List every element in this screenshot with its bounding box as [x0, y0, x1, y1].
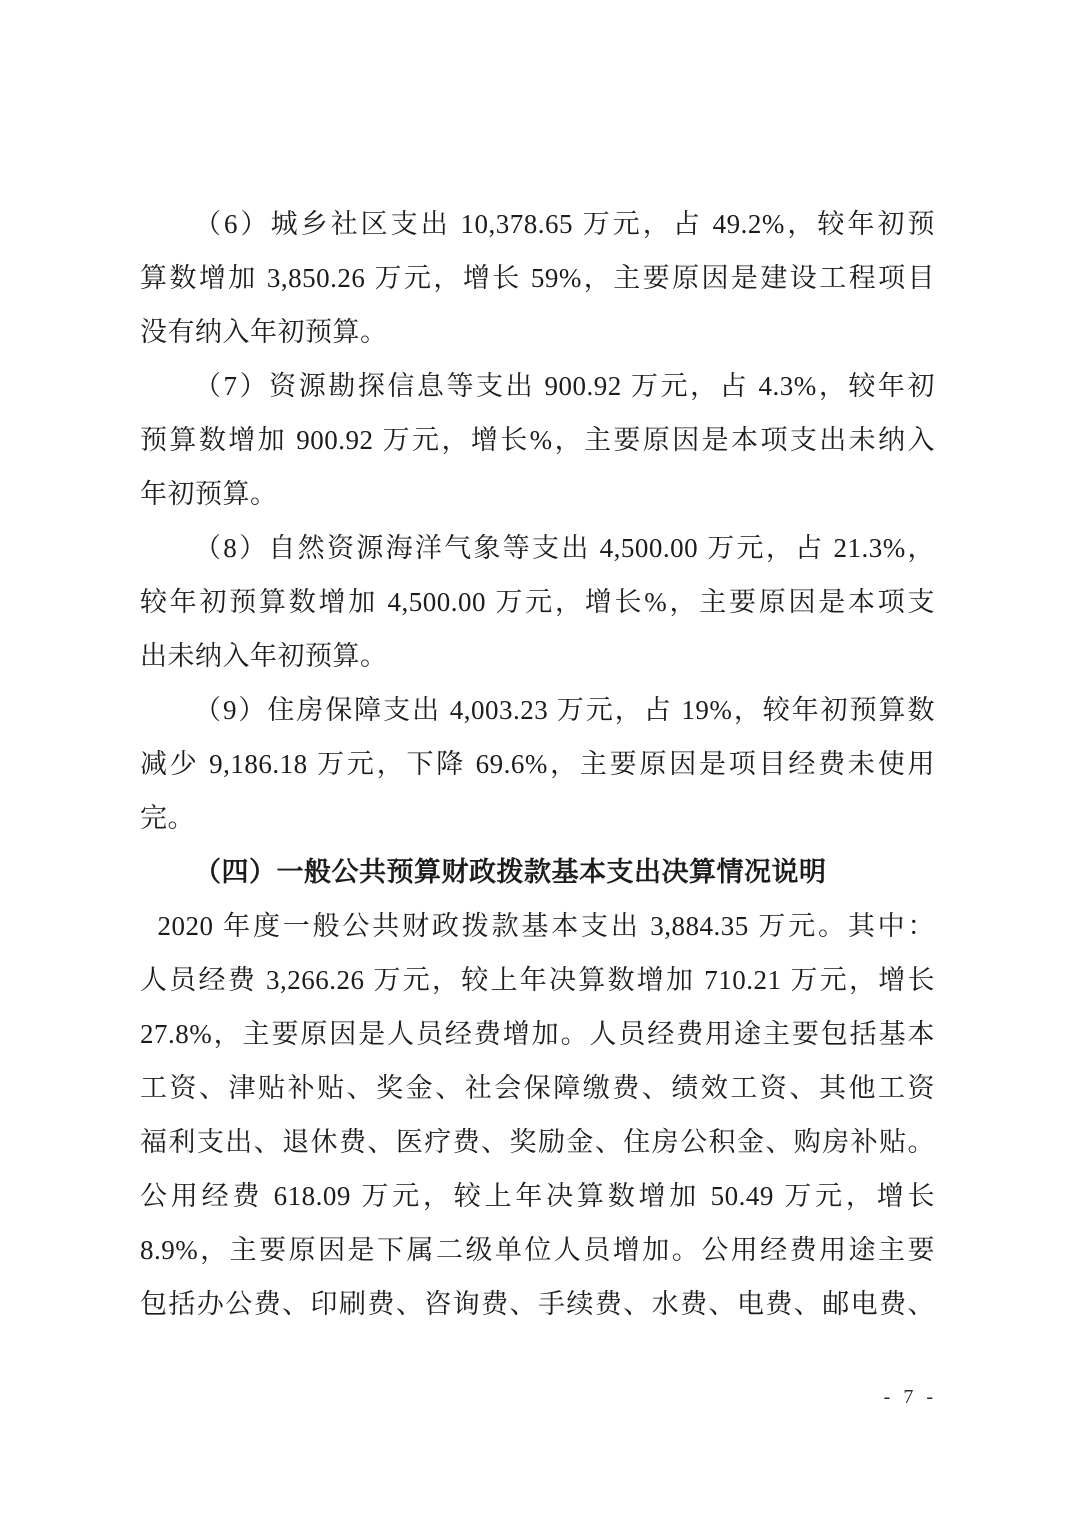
- text-line: 预算数增加 900.92 万元，增长%，主要原因是本项支出未纳入: [140, 425, 935, 455]
- text-line: 工资、津贴补贴、奖金、社会保障缴费、绩效工资、其他工资: [140, 1073, 935, 1103]
- text-line: 8.9%，主要原因是下属二级单位人员增加。公用经费用途主要: [140, 1235, 935, 1265]
- para-item-8-natural-resources-ocean-weather: [140, 521, 935, 683]
- text-line: （7）资源勘探信息等支出 900.92 万元，占 4.3%，较年初: [194, 371, 935, 401]
- text-line: （6）城乡社区支出 10,378.65 万元，占 49.2%，较年初预: [194, 209, 935, 239]
- text-line: （四）一般公共预算财政拨款基本支出决算情况说明: [194, 857, 827, 887]
- text-line: 算数增加 3,850.26 万元，增长 59%，主要原因是建设工程项目: [140, 263, 935, 293]
- para-item-9-housing-security: [140, 683, 935, 845]
- page-number: - 7 -: [883, 1386, 937, 1408]
- text-line: 完。: [140, 803, 195, 833]
- text-line: （8）自然资源海洋气象等支出 4,500.00 万元，占 21.3%，: [194, 533, 935, 563]
- text-line: 公用经费 618.09 万元，较上年决算数增加 50.49 万元，增长: [140, 1181, 935, 1211]
- text-line: 人员经费 3,266.26 万元，较上年决算数增加 710.21 万元，增长: [140, 965, 935, 995]
- text-line: 没有纳入年初预算。: [140, 317, 388, 347]
- text-line: 福利支出、退休费、医疗费、奖励金、住房公积金、购房补贴。: [140, 1127, 935, 1157]
- text-line: 2020 年度一般公共财政拨款基本支出 3,884.35 万元。其中：: [157, 911, 935, 941]
- para-2020-basic-expenditure-detail: [140, 899, 935, 1331]
- heading-section-4-basic-expenditure: [140, 845, 935, 899]
- text-line: 较年初预算数增加 4,500.00 万元，增长%，主要原因是本项支: [140, 587, 935, 617]
- para-item-6-urban-rural-community: [140, 197, 935, 359]
- text-line: 出未纳入年初预算。: [140, 641, 388, 671]
- text-line: 包括办公费、印刷费、咨询费、手续费、水费、电费、邮电费、: [140, 1289, 935, 1319]
- para-item-7-resource-exploration: [140, 359, 935, 521]
- document-body: [140, 197, 935, 1331]
- text-line: （9）住房保障支出 4,003.23 万元，占 19%，较年初预算数: [194, 695, 935, 725]
- text-line: 年初预算。: [140, 479, 278, 509]
- text-line: 减少 9,186.18 万元，下降 69.6%，主要原因是项目经费未使用: [140, 749, 935, 779]
- text-line: 27.8%，主要原因是人员经费增加。人员经费用途主要包括基本: [140, 1019, 935, 1049]
